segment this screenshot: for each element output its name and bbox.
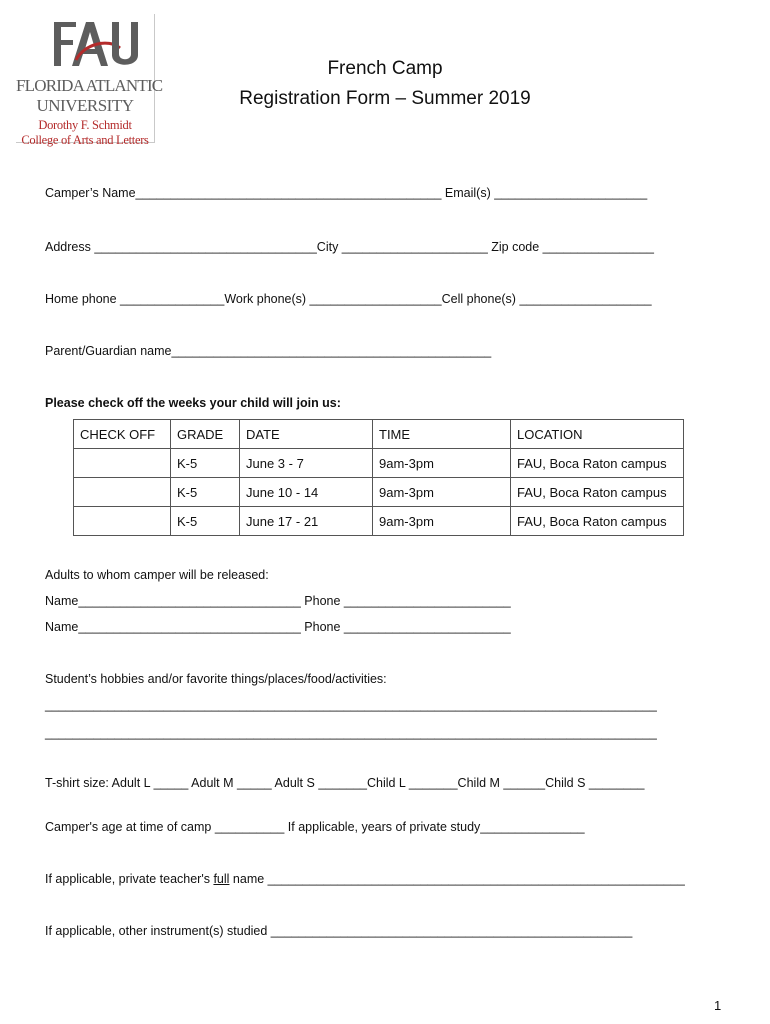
hobbies-field-1[interactable]: ________________________________________________________________________________________ — [45, 698, 657, 712]
location-cell: FAU, Boca Raton campus — [511, 478, 684, 507]
hobbies-field-2[interactable]: ________________________________________________________________________________________ — [45, 726, 657, 740]
header-grade: GRADE — [171, 420, 240, 449]
grade-cell: K-5 — [171, 507, 240, 536]
tshirt-size-field[interactable]: T-shirt size: Adult L _____ Adult M _____ Adult S _______Child L _______Child M ______Child S ________ — [45, 776, 645, 790]
camper-name-field[interactable]: Camper’s Name____________________________________________ Email(s) ______________________ — [45, 186, 648, 200]
table-row — [74, 449, 684, 478]
location-cell: FAU, Boca Raton campus — [511, 507, 684, 536]
date-cell: June 10 - 14 — [240, 478, 373, 507]
teacher-underlined-word: full — [213, 872, 230, 886]
form-title: French Camp — [327, 58, 443, 79]
page-number: 1 — [714, 998, 722, 1013]
logo-line-university: UNIVERSITY — [36, 96, 134, 115]
header-check-off: CHECK OFF — [74, 420, 171, 449]
check-off-cell[interactable] — [74, 449, 171, 478]
time-cell: 9am-3pm — [373, 507, 511, 536]
table-header-row — [74, 420, 684, 449]
date-cell: June 3 - 7 — [240, 449, 373, 478]
table-row — [74, 507, 684, 536]
time-cell: 9am-3pm — [373, 478, 511, 507]
form-subtitle: Registration Form – Summer 2019 — [239, 88, 531, 109]
adult-release-field-2[interactable]: Name________________________________ Phone ________________________ — [45, 620, 511, 634]
header-time: TIME — [373, 420, 511, 449]
check-off-cell[interactable] — [74, 507, 171, 536]
fau-owl-mark-icon — [16, 14, 154, 76]
other-instrument-field[interactable]: If applicable, other instrument(s) studied ____________________________________________________ — [45, 924, 633, 938]
teacher-prefix: If applicable, private teacher's — [45, 872, 214, 886]
private-teacher-field[interactable] — [45, 872, 685, 886]
adult-release-field-1[interactable]: Name________________________________ Phone ________________________ — [45, 594, 511, 608]
camper-age-field[interactable]: Camper's age at time of camp __________ If applicable, years of private study_______________ — [45, 820, 585, 834]
address-field[interactable]: Address ________________________________City _____________________ Zip code ________________ — [45, 240, 654, 254]
logo-line-schmidt: Dorothy F. Schmidt — [38, 118, 132, 132]
logo-line-college: College of Arts and Letters — [21, 133, 149, 147]
location-cell: FAU, Boca Raton campus — [511, 449, 684, 478]
logo-line-florida-atlantic: FLORIDA ATLANTIC — [16, 76, 163, 95]
time-cell: 9am-3pm — [373, 449, 511, 478]
table-row — [74, 478, 684, 507]
teacher-suffix: name ____________________________________________________________ — [229, 872, 685, 886]
weeks-table — [73, 419, 684, 536]
parent-guardian-field[interactable]: Parent/Guardian name______________________________________________ — [45, 344, 492, 358]
grade-cell: K-5 — [171, 478, 240, 507]
hobbies-heading: Student’s hobbies and/or favorite things/places/food/activities: — [45, 672, 387, 686]
check-off-cell[interactable] — [74, 478, 171, 507]
header-location: LOCATION — [511, 420, 684, 449]
header-date: DATE — [240, 420, 373, 449]
grade-cell: K-5 — [171, 449, 240, 478]
phone-fields[interactable]: Home phone _______________Work phone(s) ___________________Cell phone(s) ___________________ — [45, 292, 652, 306]
fau-logo — [16, 14, 163, 147]
adults-heading: Adults to whom camper will be released: — [45, 568, 269, 582]
date-cell: June 17 - 21 — [240, 507, 373, 536]
weeks-heading: Please check off the weeks your child will join us: — [45, 396, 341, 410]
